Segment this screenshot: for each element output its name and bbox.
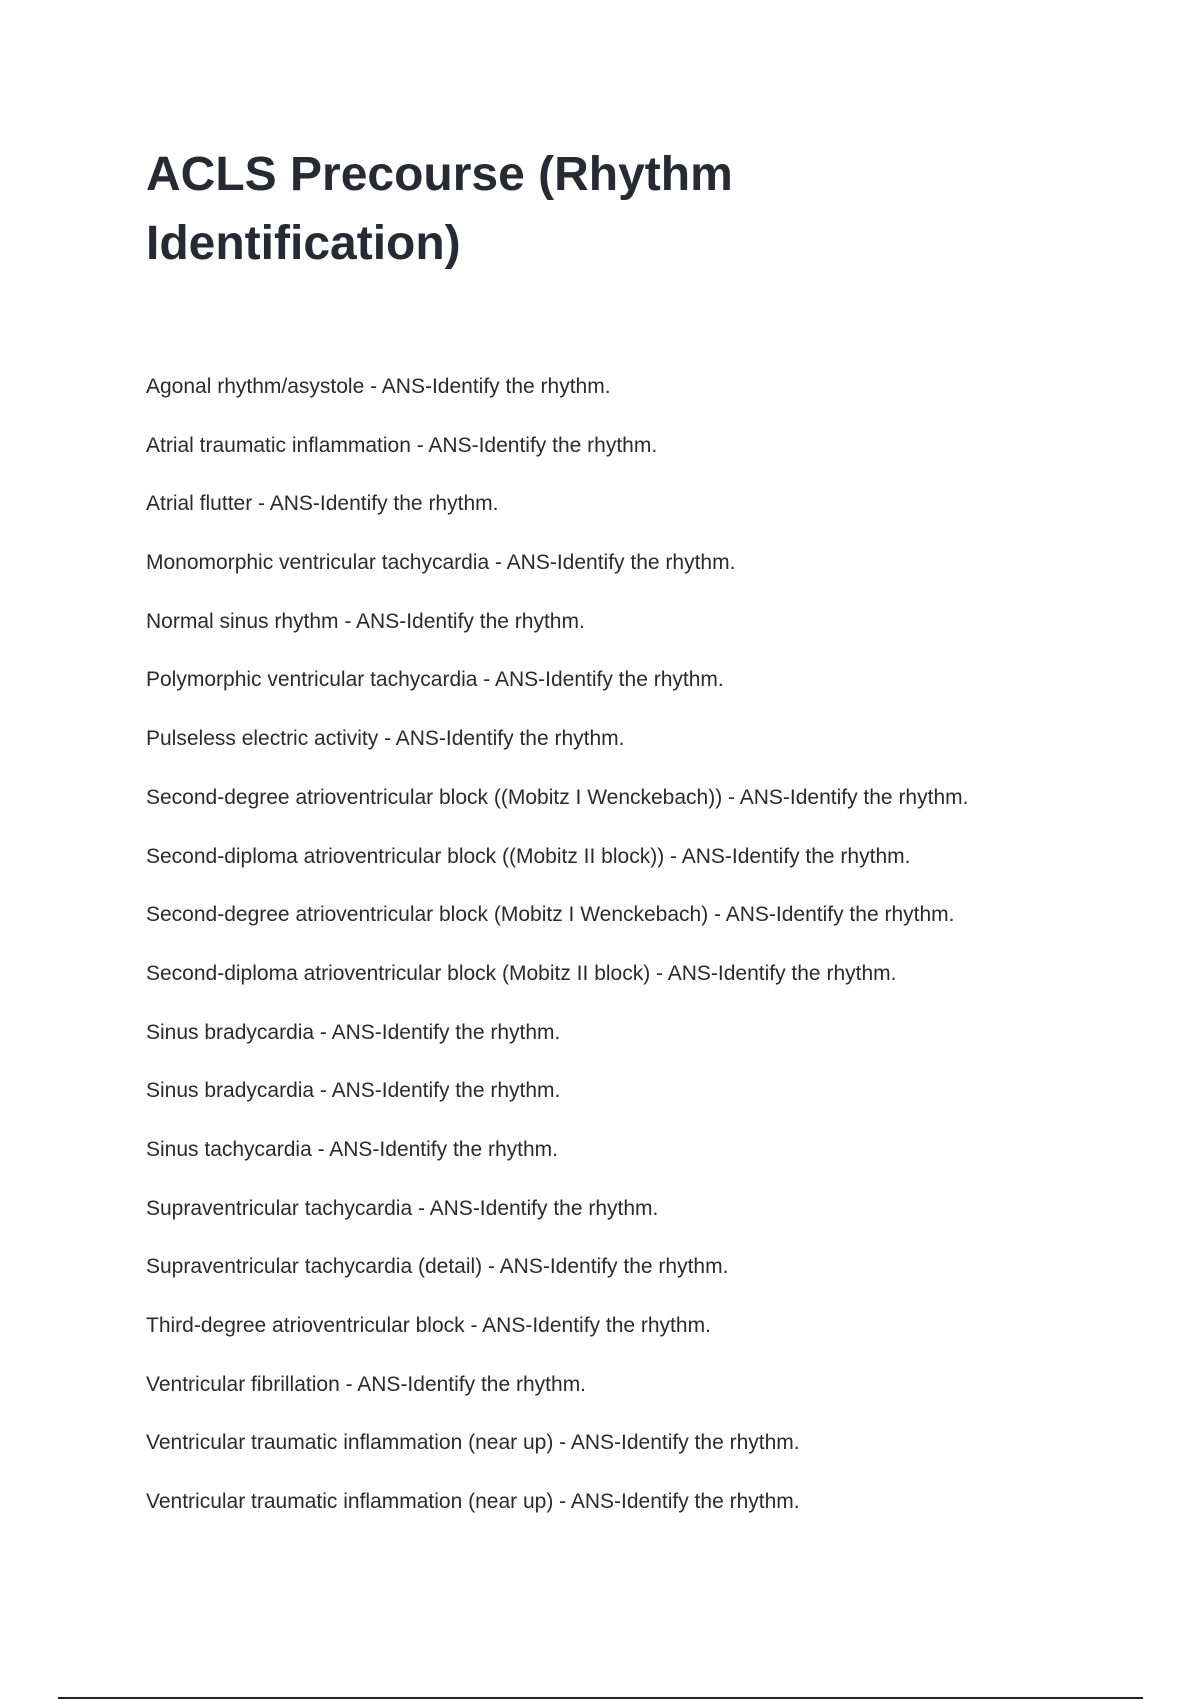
list-item: Ventricular traumatic inflammation (near up) - ANS-Identify the rhythm. <box>146 1431 800 1455</box>
list-item: Atrial traumatic inflammation - ANS-Identify the rhythm. <box>146 433 658 457</box>
list-item: Second-degree atrioventricular block (Mobitz I Wenckebach) - ANS-Identify the rhythm. <box>146 903 955 927</box>
list-item: Second-diploma atrioventricular block ((Mobitz II block)) - ANS-Identify the rhythm. <box>146 844 911 868</box>
list-item: Sinus bradycardia - ANS-Identify the rhythm. <box>146 1079 561 1103</box>
list-item: Monomorphic ventricular tachycardia - ANS-Identify the rhythm. <box>146 551 736 575</box>
list-item: Ventricular traumatic inflammation (near up) - ANS-Identify the rhythm. <box>146 1490 800 1514</box>
list-item: Atrial flutter - ANS-Identify the rhythm. <box>146 492 499 516</box>
list-item: Polymorphic ventricular tachycardia - ANS-Identify the rhythm. <box>146 668 724 692</box>
list-item: Supraventricular tachycardia - ANS-Identify the rhythm. <box>146 1196 659 1220</box>
list-item: Third-degree atrioventricular block - ANS-Identify the rhythm. <box>146 1314 711 1337</box>
list-item: Second-diploma atrioventricular block (Mobitz II block) - ANS-Identify the rhythm. <box>146 961 897 985</box>
list-item: Second-degree atrioventricular block ((Mobitz I Wenckebach)) - ANS-Identify the rhythm. <box>146 785 969 809</box>
rhythm-question-list <box>146 372 1146 1546</box>
page-title: ACLS Precourse (Rhythm Identification) <box>146 148 733 270</box>
list-item: Supraventricular tachycardia (detail) - ANS-Identify the rhythm. <box>146 1255 729 1279</box>
list-item: Pulseless electric activity - ANS-Identify the rhythm. <box>146 727 625 751</box>
list-item: Normal sinus rhythm - ANS-Identify the rhythm. <box>146 609 585 633</box>
list-item: Sinus tachycardia - ANS-Identify the rhythm. <box>146 1137 559 1161</box>
list-item: Agonal rhythm/asystole - ANS-Identify the rhythm. <box>146 375 611 398</box>
footer-divider <box>58 1697 1143 1699</box>
list-item: Sinus bradycardia - ANS-Identify the rhythm. <box>146 1020 561 1044</box>
list-item: Ventricular fibrillation - ANS-Identify the rhythm. <box>146 1372 587 1396</box>
